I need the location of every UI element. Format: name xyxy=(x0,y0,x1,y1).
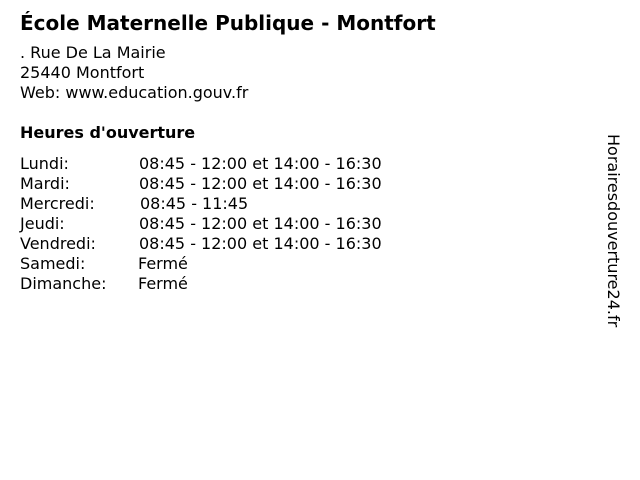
address-city: 25440 Montfort xyxy=(20,63,145,82)
day-hours: Fermé xyxy=(138,274,188,293)
day-label: Vendredi: xyxy=(20,234,96,253)
day-hours: Fermé xyxy=(138,254,188,273)
day-hours: 08:45 - 12:00 et 14:00 - 16:30 xyxy=(139,154,382,173)
site-watermark: Horairesdouverture24.fr xyxy=(604,134,623,328)
day-hours: 08:45 - 12:00 et 14:00 - 16:30 xyxy=(139,174,382,193)
day-hours: 08:45 - 11:45 xyxy=(140,194,249,213)
day-hours: 08:45 - 12:00 et 14:00 - 16:30 xyxy=(139,214,382,233)
day-label: Mardi: xyxy=(20,174,70,193)
address-street: . Rue De La Mairie xyxy=(20,43,166,62)
day-label: Jeudi: xyxy=(20,214,65,233)
address-block xyxy=(20,43,248,103)
day-label: Samedi: xyxy=(20,254,86,273)
day-label: Dimanche: xyxy=(20,274,107,293)
day-label: Lundi: xyxy=(20,154,69,173)
website-link[interactable]: Web: www.education.gouv.fr xyxy=(20,83,249,102)
day-label: Mercredi: xyxy=(20,194,95,213)
day-hours: 08:45 - 12:00 et 14:00 - 16:30 xyxy=(139,234,382,253)
page-title: École Maternelle Publique - Montfort xyxy=(20,11,436,35)
opening-hours-heading: Heures d'ouverture xyxy=(20,123,196,142)
